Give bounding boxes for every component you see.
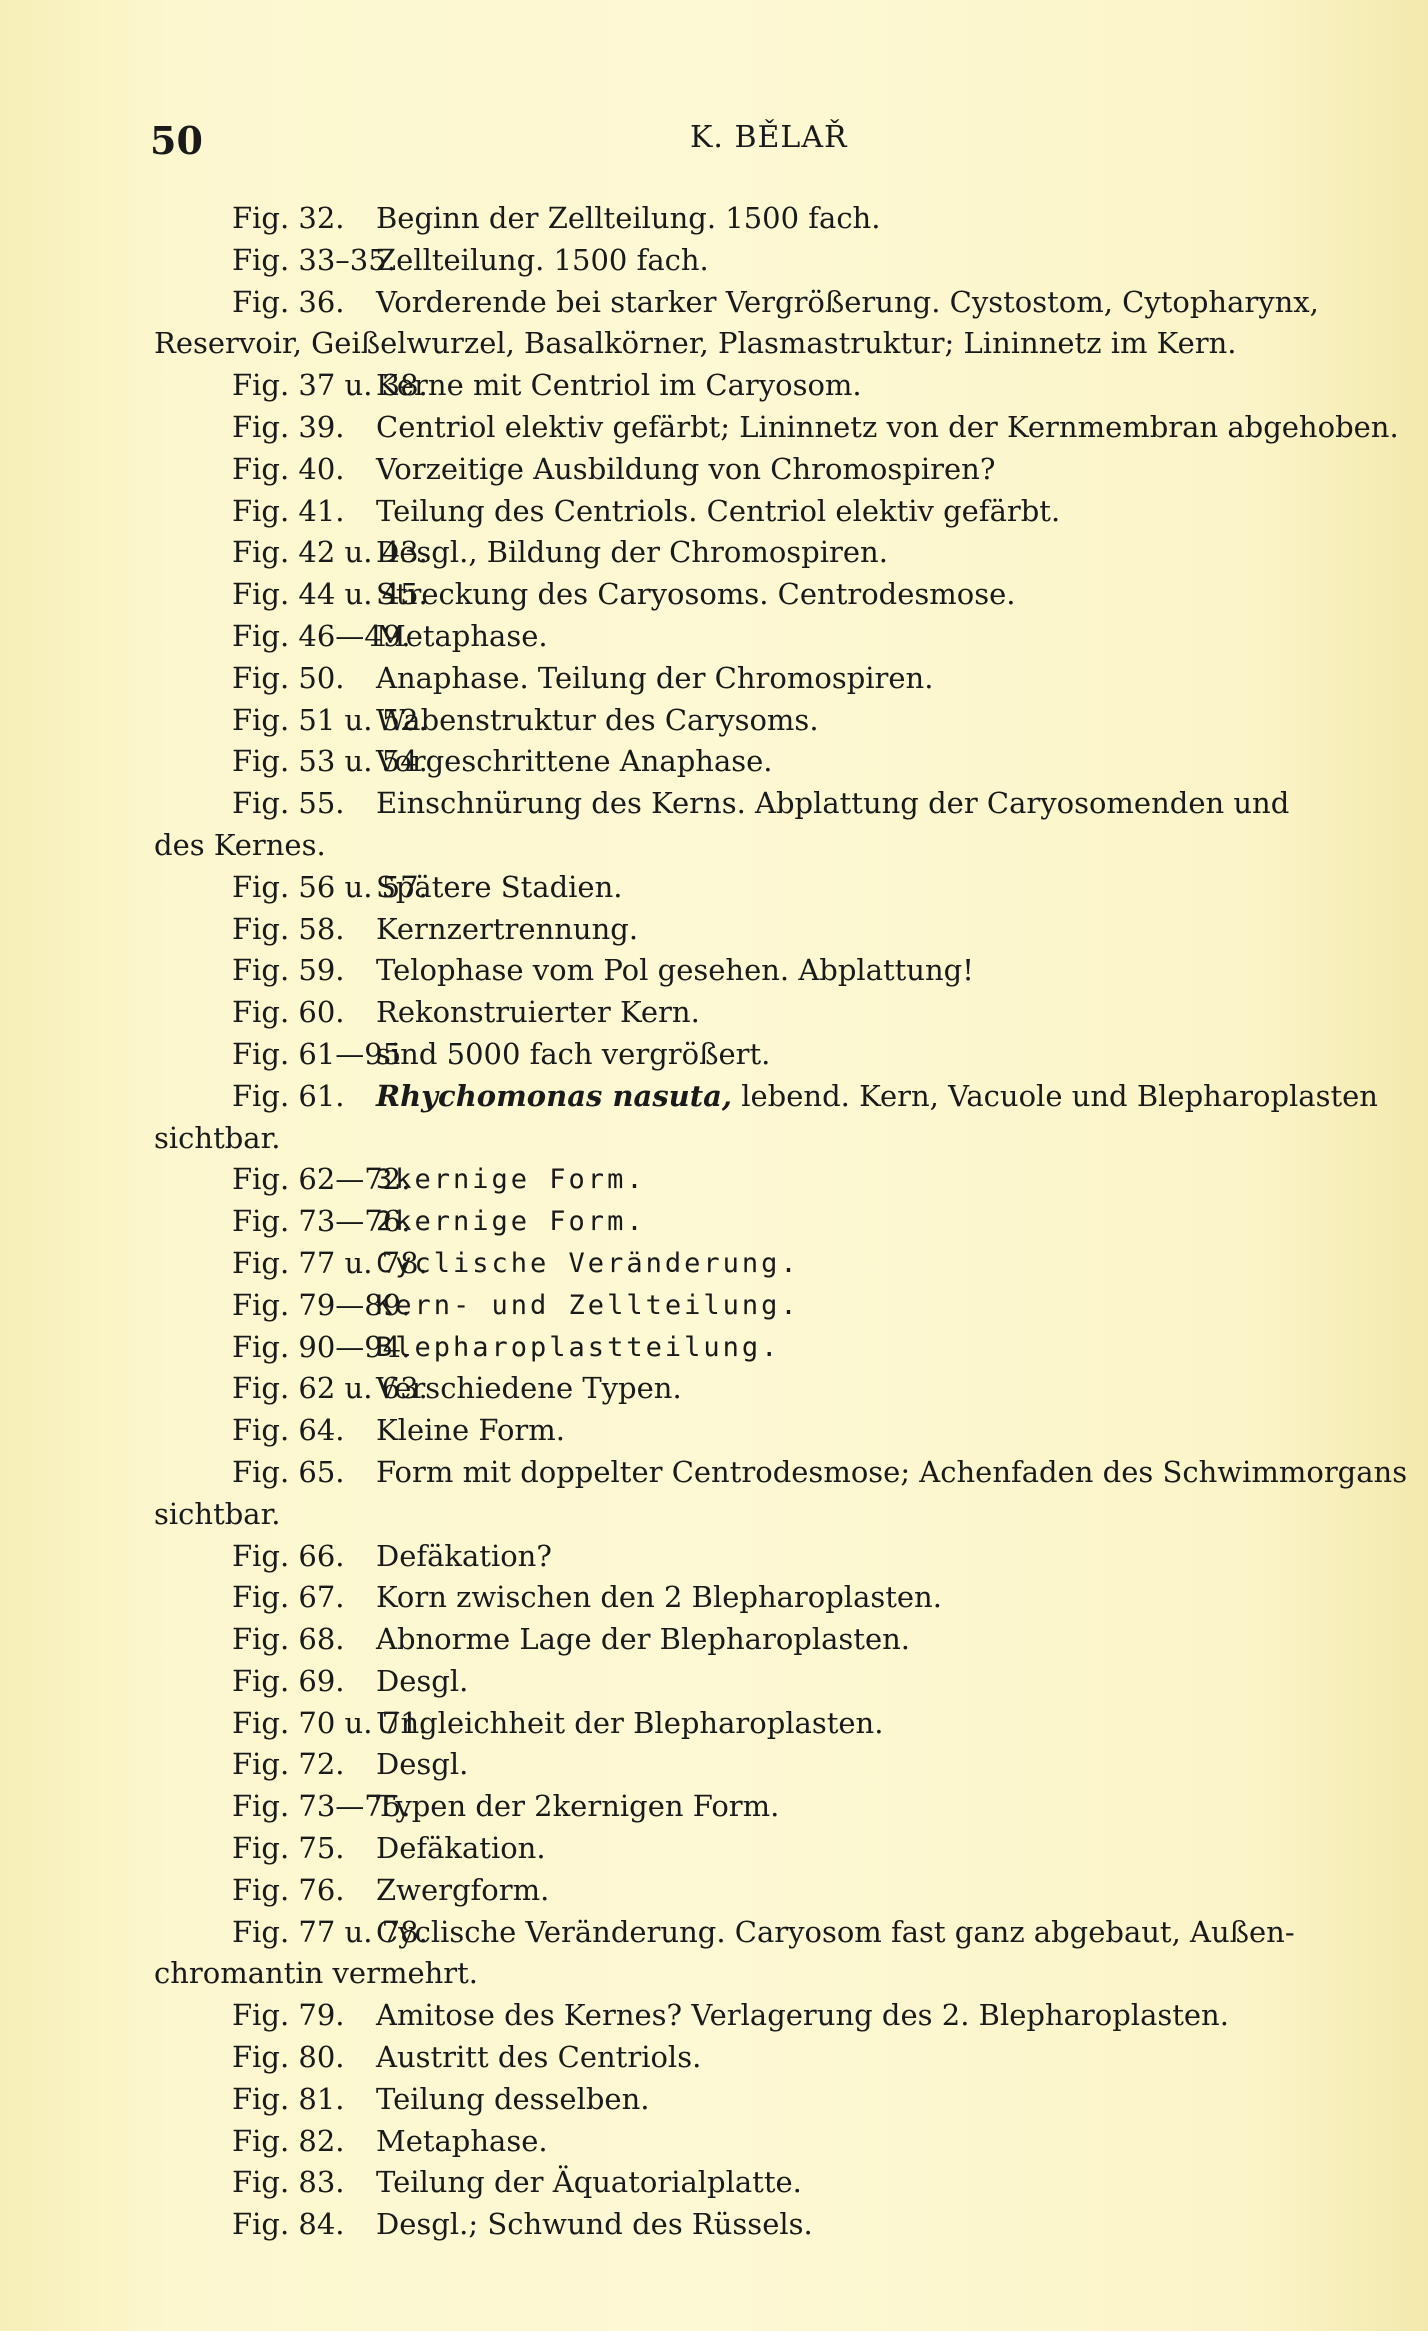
legend-text: Amitose des Kernes? Verlagerung des 2. Blepharoplasten. <box>376 1998 1229 2033</box>
legend-text: Desgl.; Schwund des Rüssels. <box>376 2207 813 2242</box>
legend-line <box>0 2162 1428 2204</box>
legend-line <box>0 1494 1428 1536</box>
figure-label: Fig. 73—76. <box>232 1204 411 1239</box>
legend-text: Typen der 2kernigen Form. <box>376 1789 780 1824</box>
legend-line <box>0 1536 1428 1578</box>
figure-label: Fig. 37 u. 38. <box>232 368 428 403</box>
legend-line <box>0 1452 1428 1494</box>
legend-text: Vorzeitige Ausbildung von Chromospiren? <box>376 451 996 486</box>
legend-line <box>0 992 1428 1034</box>
figure-label: Fig. 46—49. <box>232 618 411 653</box>
legend-line <box>0 1870 1428 1912</box>
legend-text: 2kernige Form. <box>376 1206 646 1238</box>
figure-label: Fig. 83. <box>232 2165 345 2200</box>
figure-label: Fig. 42 u. 43. <box>232 535 428 570</box>
figure-label: Fig. 53 u. 54. <box>232 744 428 779</box>
legend-text: Reservoir, Geißelwurzel, Basalkörner, Plasmastruktur; Lininnetz im Kern. <box>154 326 1237 361</box>
legend-text: Metaphase. <box>376 2123 548 2158</box>
legend-line <box>0 909 1428 951</box>
legend-text: Spätere Stadien. <box>376 869 623 904</box>
legend-line <box>0 198 1428 240</box>
legend-line <box>0 1201 1428 1243</box>
legend-text: Metaphase. <box>376 618 548 653</box>
figure-label: Fig. 69. <box>232 1663 345 1698</box>
legend-text: Telophase vom Pol gesehen. Abplattung! <box>376 953 974 988</box>
figure-label: Fig. 39. <box>232 409 345 444</box>
figure-label: Fig. 84. <box>232 2207 345 2242</box>
legend-text: Teilung der Äquatorialplatte. <box>376 2165 802 2200</box>
legend-text: Rekonstruierter Kern. <box>376 995 700 1030</box>
legend-line <box>0 700 1428 742</box>
figure-label: Fig. 79—89. <box>232 1287 411 1322</box>
figure-label: Fig. 41. <box>232 493 345 528</box>
legend-line <box>0 1661 1428 1703</box>
figure-label: Fig. 66. <box>232 1538 345 1573</box>
legend-text: 3kernige Form. <box>376 1164 646 1196</box>
legend-text: Zwergform. <box>376 1872 550 1907</box>
legend-line <box>0 825 1428 867</box>
legend-text: Blepharoplastteilung. <box>376 1331 781 1363</box>
legend-text: Desgl. <box>376 1747 469 1782</box>
legend-text-rest: lebend. Kern, Vacuole und Blepharoplasten <box>732 1078 1378 1113</box>
figure-label: Fig. 62 u. 63. <box>232 1371 428 1406</box>
legend-line <box>0 1368 1428 1410</box>
legend-line <box>0 1786 1428 1828</box>
legend-text: sichtbar. <box>154 1120 281 1155</box>
legend-text: Defäkation. <box>376 1831 546 1866</box>
figure-label: Fig. 65. <box>232 1454 345 1489</box>
legend-line <box>0 1159 1428 1201</box>
legend-line <box>0 407 1428 449</box>
legend-line <box>0 2121 1428 2163</box>
legend-line <box>0 282 1428 324</box>
legend-text: Vorgeschrittene Anaphase. <box>376 744 773 779</box>
legend-text: Defäkation? <box>376 1538 552 1573</box>
figure-label: Fig. 56 u. 57. <box>232 869 428 904</box>
figure-label: Fig. 82. <box>232 2123 345 2158</box>
legend-line <box>0 741 1428 783</box>
legend-line <box>0 1995 1428 2037</box>
legend-line <box>0 1703 1428 1745</box>
legend-text: Vorderende bei starker Vergrößerung. Cystostom, Cytopharynx, <box>376 284 1319 319</box>
legend-line <box>0 616 1428 658</box>
legend-text: Cyclische Veränderung. <box>376 1247 800 1279</box>
legend-text: Kern- und Zellteilung. <box>376 1289 800 1321</box>
legend-text: Zellteilung. 1500 fach. <box>376 242 709 277</box>
legend-text: Centriol elektiv gefärbt; Lininnetz von der Kernmembran abgehoben. <box>376 409 1399 444</box>
figure-label: Fig. 73—75. <box>232 1789 411 1824</box>
figure-label: Fig. 55. <box>232 786 345 821</box>
figure-label: Fig. 75. <box>232 1831 345 1866</box>
legend-line <box>0 867 1428 909</box>
legend-line <box>0 1828 1428 1870</box>
legend-text <box>376 1076 1378 1118</box>
legend-line <box>0 1285 1428 1327</box>
figure-label: Fig. 72. <box>232 1747 345 1782</box>
legend-line <box>0 1619 1428 1661</box>
figure-label: Fig. 58. <box>232 911 345 946</box>
legend-text: Teilung des Centriols. Centriol elektiv gefärbt. <box>376 493 1061 528</box>
species-name: Rhychomonas nasuta, <box>376 1078 733 1113</box>
figure-label: Fig. 61—95 <box>232 1036 402 1071</box>
legend-line <box>0 323 1428 365</box>
legend-text: Teilung desselben. <box>376 2081 650 2116</box>
page-number: 50 <box>150 118 203 163</box>
figure-label: Fig. 70 u. 71. <box>232 1705 428 1740</box>
figure-label: Fig. 32. <box>232 201 345 235</box>
figure-label: Fig. 50. <box>232 660 345 695</box>
legend-text: Ungleichheit der Blepharoplasten. <box>376 1705 884 1740</box>
legend-line <box>0 1034 1428 1076</box>
figure-label: Fig. 79. <box>232 1998 345 2033</box>
figure-label: Fig. 40. <box>232 451 345 486</box>
legend-line <box>0 1912 1428 1954</box>
figure-label: Fig. 62—72. <box>232 1162 411 1197</box>
figure-legend-list <box>0 198 1428 2246</box>
legend-line <box>0 2079 1428 2121</box>
legend-line <box>0 491 1428 533</box>
legend-line <box>0 2037 1428 2079</box>
legend-text: Kerne mit Centriol im Caryosom. <box>376 368 862 403</box>
legend-text: Anaphase. Teilung der Chromospiren. <box>376 660 934 695</box>
running-head: K. BĚLAŘ <box>690 120 848 155</box>
legend-text: Wabenstruktur des Carysoms. <box>376 702 819 737</box>
legend-line <box>0 1243 1428 1285</box>
figure-label: Fig. 64. <box>232 1413 345 1448</box>
legend-text: sichtbar. <box>154 1496 281 1531</box>
legend-text: Cyclische Veränderung. Caryosom fast ganz abgebaut, Außen- <box>376 1914 1295 1949</box>
figure-label: Fig. 67. <box>232 1580 345 1615</box>
figure-label: Fig. 77 u. 78. <box>232 1914 428 1949</box>
legend-line <box>0 1744 1428 1786</box>
figure-label: Fig. 51 u. 52. <box>232 702 428 737</box>
figure-label: Fig. 68. <box>232 1622 345 1657</box>
legend-text: Desgl., Bildung der Chromospiren. <box>376 535 888 570</box>
legend-text: sind 5000 fach vergrößert. <box>376 1036 771 1071</box>
legend-text: Korn zwischen den 2 Blepharoplasten. <box>376 1580 942 1615</box>
legend-line <box>0 240 1428 282</box>
page-header <box>0 118 1428 168</box>
legend-line <box>0 1577 1428 1619</box>
legend-line <box>0 1327 1428 1369</box>
legend-line <box>0 783 1428 825</box>
legend-line <box>0 532 1428 574</box>
legend-line <box>0 365 1428 407</box>
figure-label: Fig. 33–35. <box>232 242 396 277</box>
legend-text: Desgl. <box>376 1663 469 1698</box>
figure-label: Fig. 81. <box>232 2081 345 2116</box>
figure-label: Fig. 44 u. 45. <box>232 577 428 612</box>
legend-line <box>0 2204 1428 2246</box>
figure-label: Fig. 90—94. <box>232 1329 411 1364</box>
figure-label: Fig. 61. <box>232 1078 345 1113</box>
legend-text: Form mit doppelter Centrodesmose; Achenfaden des Schwimmorgans <box>376 1454 1408 1489</box>
legend-text: Kleine Form. <box>376 1413 566 1448</box>
legend-text: Streckung des Caryosoms. Centrodesmose. <box>376 577 1016 612</box>
legend-text: Verschiedene Typen. <box>376 1371 682 1406</box>
figure-label: Fig. 59. <box>232 953 345 988</box>
legend-line <box>0 1953 1428 1995</box>
legend-text: Austritt des Centriols. <box>376 2040 702 2075</box>
figure-label: Fig. 76. <box>232 1872 345 1907</box>
legend-line <box>0 449 1428 491</box>
legend-line <box>0 1118 1428 1160</box>
figure-label: Fig. 77 u. 78. <box>232 1245 428 1280</box>
legend-text: chromantin vermehrt. <box>154 1956 479 1991</box>
legend-text: des Kernes. <box>154 827 326 862</box>
figure-label: Fig. 36. <box>232 284 345 319</box>
legend-line <box>0 574 1428 616</box>
legend-line <box>0 1410 1428 1452</box>
legend-text: Kernzertrennung. <box>376 911 639 946</box>
legend-line <box>0 950 1428 992</box>
figure-label: Fig. 80. <box>232 2040 345 2075</box>
legend-text: Beginn der Zellteilung. 1500 fach. <box>376 201 881 235</box>
legend-text: Einschnürung des Kerns. Abplattung der Caryosomenden und <box>376 786 1290 821</box>
legend-text: Abnorme Lage der Blepharoplasten. <box>376 1622 911 1657</box>
figure-label: Fig. 60. <box>232 995 345 1030</box>
legend-line <box>0 658 1428 700</box>
legend-line <box>0 1076 1428 1118</box>
